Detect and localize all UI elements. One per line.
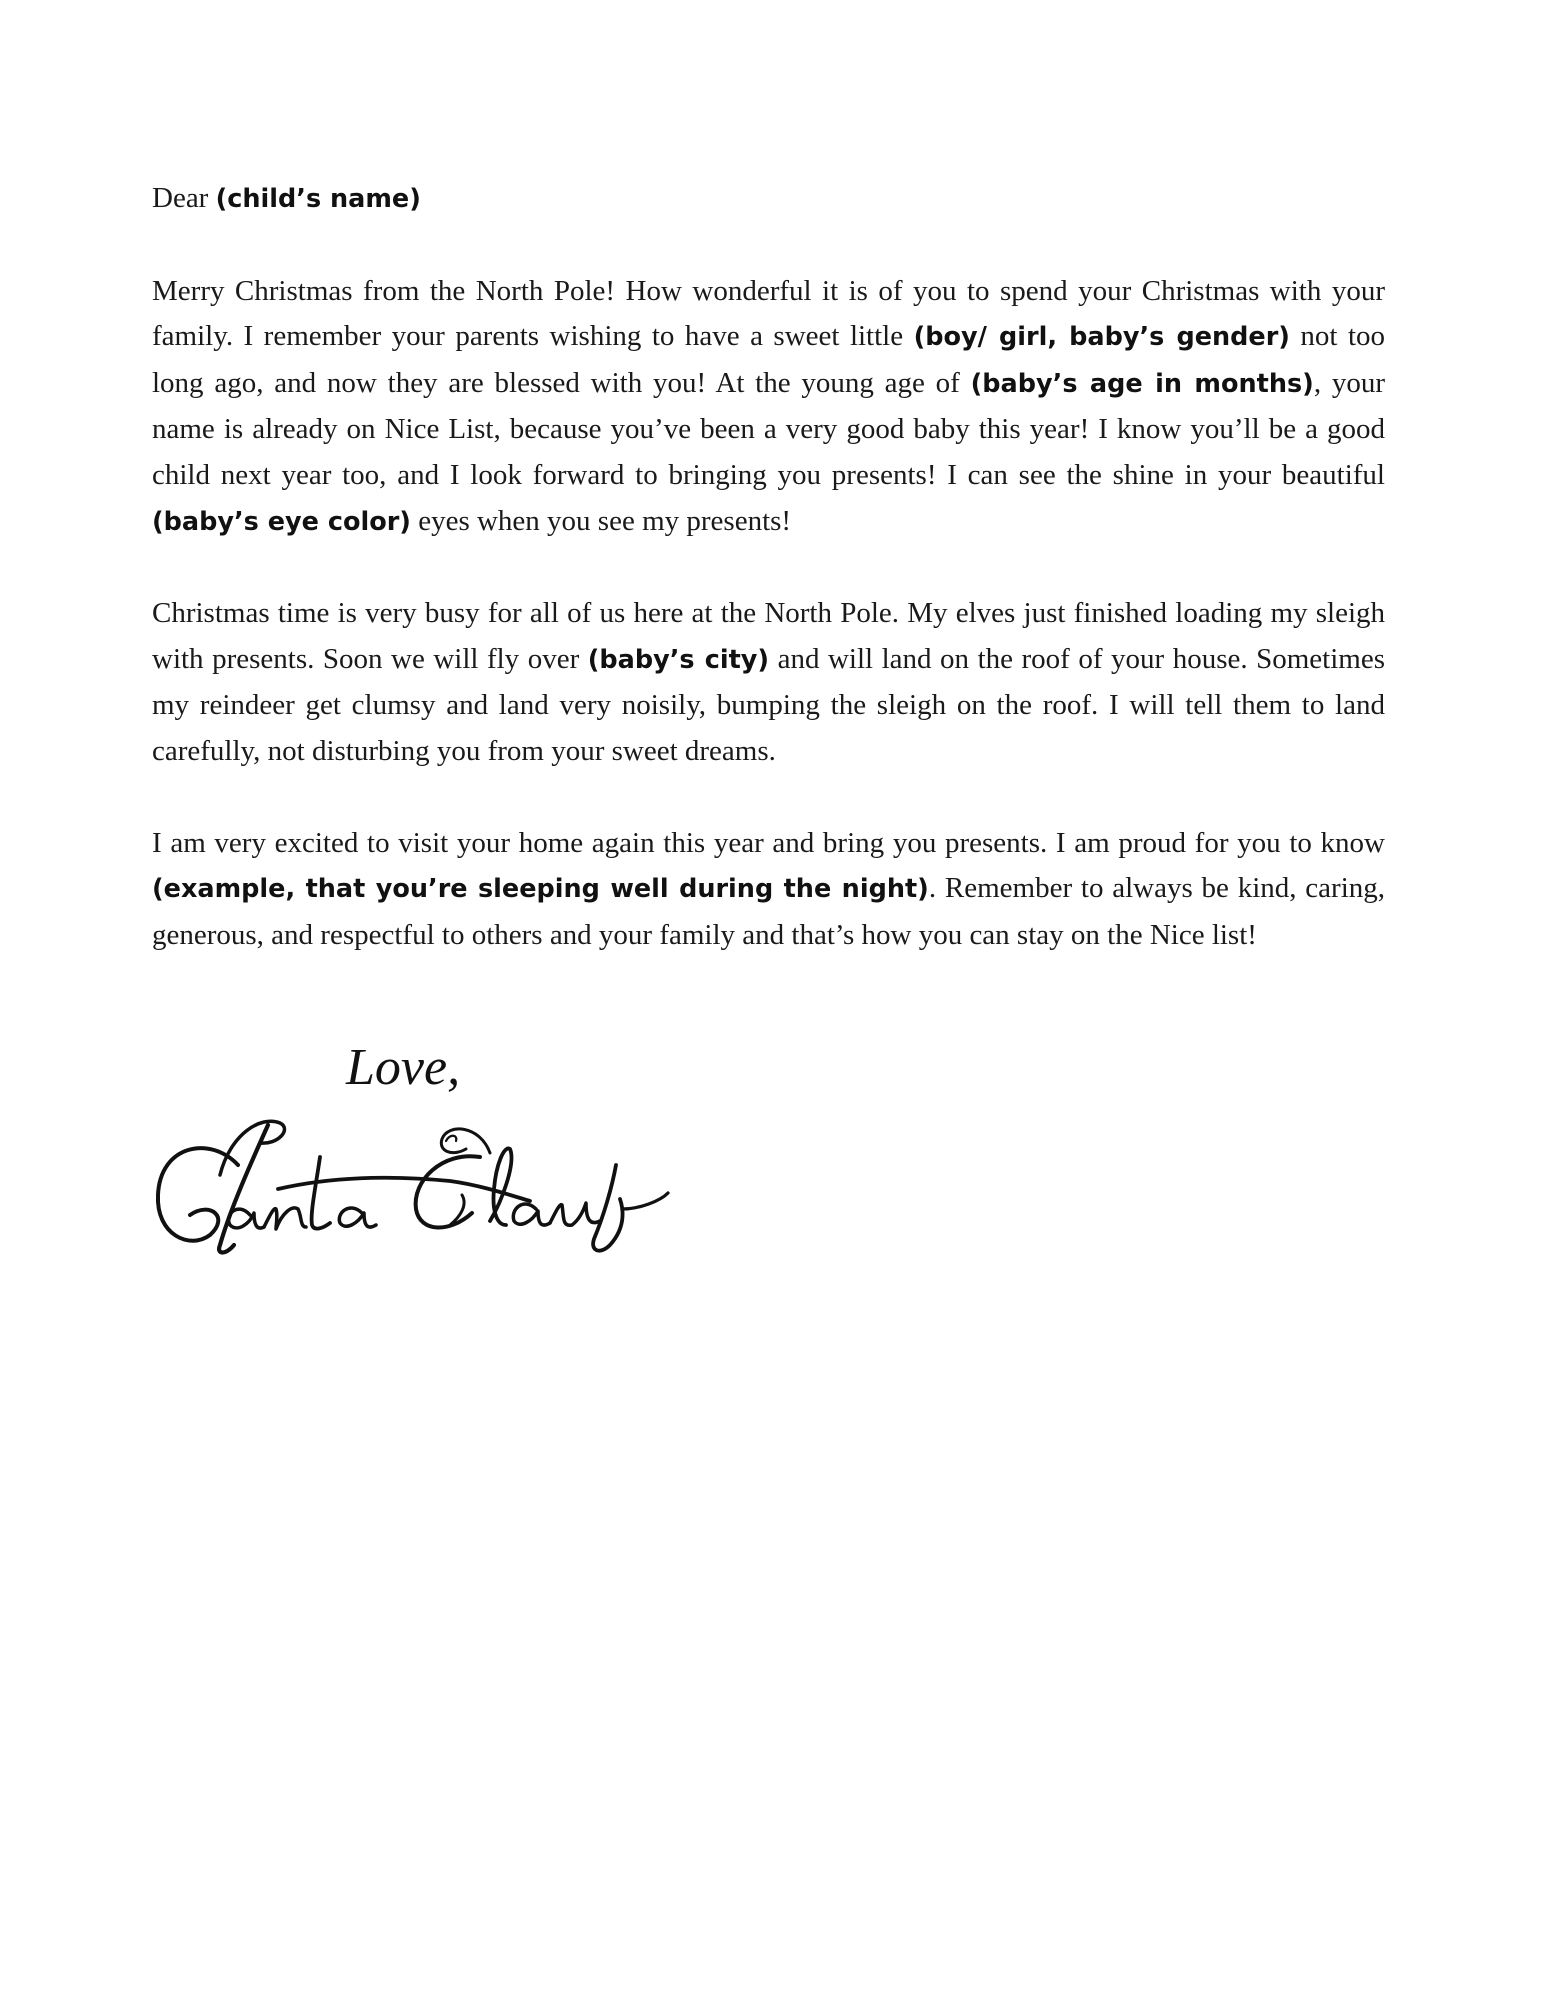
greeting-line [152, 176, 1385, 223]
city-placeholder: (baby’s city) [587, 644, 770, 675]
achievement-placeholder: (example, that you’re sleeping well during the night) [152, 874, 929, 905]
paragraph-1-text-3: , your name is already on Nice List, because you’ve been a very good baby this year! I know you’ll be a good child next year too, and I look forward to bringing you presents! I can see the shine in your beautiful [152, 366, 1386, 491]
age-placeholder: (baby’s age in months) [970, 368, 1314, 399]
paragraph-1-text-2: not too long ago, and now they are blessed with you! At the young age of [152, 320, 1386, 399]
paragraph-3 [152, 821, 1385, 959]
child-name-placeholder: (child’s name) [215, 184, 421, 214]
paragraph-2-text-1: Christmas time is very busy for all of us here at the North Pole. My elves just finished loading my sleigh with presents. Soon we will fly over [152, 597, 1385, 675]
paragraph-3-text-1: I am very excited to visit your home again this year and bring you presents. I am proud for you to know [152, 826, 1385, 859]
letter-body [152, 176, 1385, 1004]
eye-color-placeholder: (baby’s eye color) [152, 506, 411, 537]
greeting-word: Dear [152, 182, 209, 214]
paragraph-1-text-1: Merry Christmas from the North Pole! How wonderful it is of you to spend your Christmas with your family. I remember your parents wishing to have a sweet little [152, 274, 1385, 353]
paragraph-2-text-2: and will land on the roof of your house. Sometimes my reindeer get clumsy and land very noisily, bumping the sleigh on the roof. I will tell them to land carefully, not disturbing you from your sweet dreams. [152, 642, 1385, 767]
paragraph-1 [152, 269, 1385, 546]
closing-love: Love, [346, 1039, 461, 1096]
santa-claus-signature [150, 1105, 740, 1265]
gender-placeholder: (boy/ girl, baby’s gender) [913, 322, 1290, 353]
paragraph-3-text-2: . Remember to always be kind, caring, generous, and respectful to others and your family and that’s how you can stay on the Nice list! [152, 872, 1386, 951]
paragraph-2 [152, 591, 1385, 774]
paragraph-1-text-4: eyes when you see my presents! [418, 504, 792, 537]
